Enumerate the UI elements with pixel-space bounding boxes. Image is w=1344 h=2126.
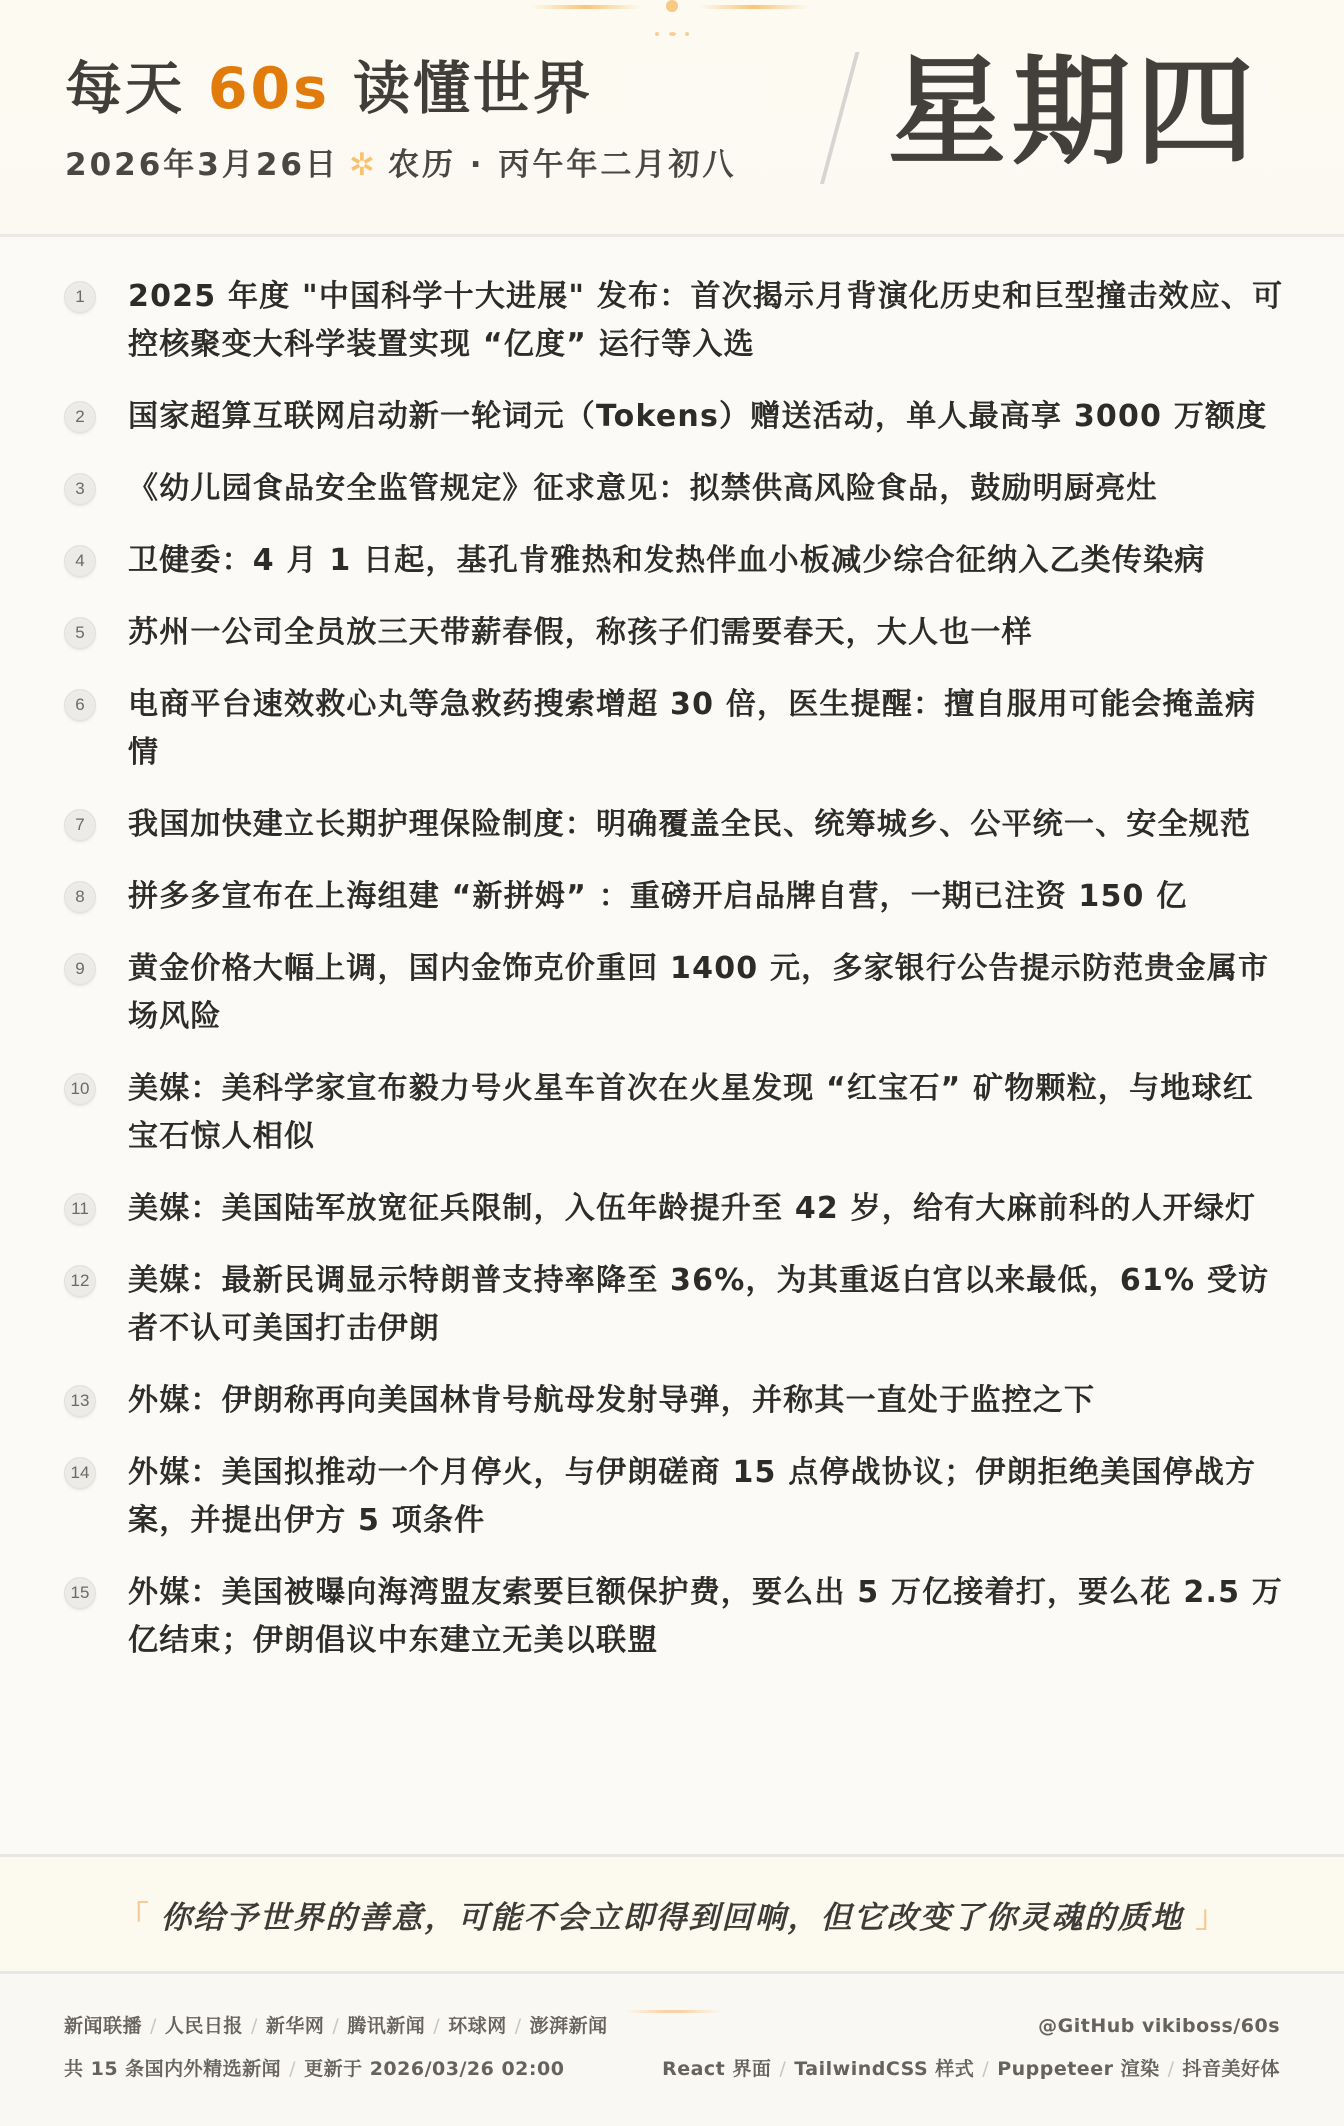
news-text: 我国加快建立长期护理保险制度：明确覆盖全民、统筹城乡、公平统一、安全规范 [128, 807, 1252, 842]
news-text: 苏州一公司全员放三天带薪春假，称孩子们需要春天，大人也一样 [128, 615, 1033, 650]
number-badge: 15 [64, 1577, 96, 1609]
number-badge: 7 [64, 809, 96, 841]
separator: / [250, 2015, 258, 2037]
source-item: 澎湃新闻 [529, 2015, 608, 2037]
news-item [64, 873, 1284, 921]
title-accent: 60s [207, 56, 331, 122]
number-badge: 8 [64, 881, 96, 913]
separator: / [1167, 2058, 1175, 2080]
news-text: 外媒：美国拟推动一个月停火，与伊朗磋商 15 点停战协议；伊朗拒绝美国停战方案，并提出伊方 5 项条件 [128, 1455, 1257, 1538]
header [0, 0, 1344, 237]
news-item [64, 1377, 1284, 1425]
news-item [64, 1449, 1284, 1545]
daily-quote [0, 1854, 1344, 1974]
tech-item: 抖音美好体 [1182, 2058, 1280, 2080]
news-count: 共 15 条国内外精选新闻 [64, 2058, 282, 2080]
news-item [64, 1257, 1284, 1353]
github-credit: @GitHub vikiboss/60s [1038, 2015, 1280, 2037]
star-icon: ✲ [349, 147, 378, 183]
separator: / [289, 2058, 297, 2080]
weekday: 星期四 [888, 43, 1261, 181]
update-time: 更新于 2026/03/26 02:00 [304, 2058, 565, 2080]
source-item: 腾讯新闻 [347, 2015, 426, 2037]
title-suffix: 读懂世界 [330, 56, 593, 122]
separator: / [433, 2015, 441, 2037]
number-badge: 4 [64, 545, 96, 577]
news-text: 黄金价格大幅上调，国内金饰克价重回 1400 元，多家银行公告提示防范贵金属市场风险 [128, 951, 1270, 1034]
quote-open-bracket-icon: 「 [118, 1900, 149, 1935]
news-item [64, 801, 1284, 849]
page-title [65, 54, 593, 124]
number-badge: 10 [64, 1073, 96, 1105]
news-item [64, 537, 1284, 585]
separator: / [982, 2058, 990, 2080]
number-badge: 2 [64, 401, 96, 433]
news-item [64, 465, 1284, 513]
news-item [64, 609, 1284, 657]
decorative-dots-icon [655, 32, 689, 36]
news-item [64, 1185, 1284, 1233]
separator: / [779, 2058, 787, 2080]
date-line [65, 143, 736, 187]
news-text: 国家超算互联网启动新一轮词元（Tokens）赠送活动，单人最高享 3000 万额度 [128, 399, 1268, 434]
news-text: 《幼儿园食品安全监管规定》征求意见：拟禁供高风险食品，鼓励明厨亮灶 [128, 471, 1158, 506]
number-badge: 14 [64, 1457, 96, 1489]
number-badge: 6 [64, 689, 96, 721]
gregorian-date: 2026年3月26日 [65, 147, 339, 183]
news-text: 拼多多宣布在上海组建 “新拼姆” ：重磅开启品牌自营，一期已注资 150 亿 [128, 879, 1188, 914]
tech-item: React 界面 [662, 2058, 772, 2080]
tech-item: TailwindCSS 样式 [794, 2058, 975, 2080]
source-item: 新华网 [265, 2015, 325, 2037]
news-text: 电商平台速效救心丸等急救药搜索增超 30 倍，医生提醒：擅自服用可能会掩盖病情 [128, 687, 1257, 770]
footer-decorative-line [625, 2010, 721, 2013]
news-item [64, 393, 1284, 441]
news-text: 卫健委：4 月 1 日起，基孔肯雅热和发热伴血小板减少综合征纳入乙类传染病 [128, 543, 1206, 578]
divider-slash [820, 52, 859, 184]
news-item [64, 945, 1284, 1041]
header-decoration [0, 0, 1344, 40]
number-badge: 9 [64, 953, 96, 985]
news-text: 美媒：美科学家宣布毅力号火星车首次在火星发现 “红宝石” 矿物颗粒，与地球红宝石惊人相似 [128, 1071, 1254, 1154]
footer [0, 1976, 1344, 2126]
separator: / [332, 2015, 340, 2037]
decorative-line-left [532, 5, 640, 9]
news-text: 美媒：美国陆军放宽征兵限制，入伍年龄提升至 42 岁，给有大麻前科的人开绿灯 [128, 1191, 1257, 1226]
separator: / [514, 2015, 522, 2037]
news-item [64, 273, 1284, 369]
tech-stack [662, 2055, 1280, 2083]
news-text: 外媒：美国被曝向海湾盟友索要巨额保护费，要么出 5 万亿接着打，要么花 2.5 万亿结束；伊朗倡议中东建立无美以联盟 [128, 1575, 1283, 1658]
number-badge: 1 [64, 281, 96, 313]
news-list [0, 240, 1344, 1854]
title-prefix: 每天 [65, 56, 208, 122]
news-text: 2025 年度 "中国科学十大进展" 发布：首次揭示月背演化历史和巨型撞击效应、可控核聚变大科学装置实现 “亿度” 运行等入选 [128, 279, 1284, 362]
news-item [64, 1065, 1284, 1161]
news-text: 美媒：最新民调显示特朗普支持率降至 36%，为其重返白宫以来最低，61% 受访者不认可美国打击伊朗 [128, 1263, 1270, 1346]
number-badge: 12 [64, 1265, 96, 1297]
quote-text: 你给予世界的善意，可能不会立即得到回响，但它改变了你灵魂的质地 [160, 1899, 1184, 1936]
number-badge: 13 [64, 1385, 96, 1417]
lunar-date: 农历 · 丙午年二月初八 [387, 147, 737, 183]
source-item: 人民日报 [164, 2015, 243, 2037]
number-badge: 3 [64, 473, 96, 505]
separator: / [150, 2015, 157, 2037]
news-item [64, 1569, 1284, 1665]
news-stats [64, 2055, 564, 2083]
quote-close-bracket-icon: 」 [1195, 1900, 1226, 1935]
decorative-line-right [700, 5, 808, 9]
decorative-dot-icon [666, 0, 678, 12]
number-badge: 5 [64, 617, 96, 649]
tech-item: Puppeteer 渲染 [997, 2058, 1160, 2080]
news-item [64, 681, 1284, 777]
number-badge: 11 [64, 1193, 96, 1225]
news-text: 外媒：伊朗称再向美国林肯号航母发射导弹，并称其一直处于监控之下 [128, 1383, 1096, 1418]
source-item: 新闻联播 [64, 2015, 143, 2037]
source-item: 环球网 [448, 2015, 507, 2037]
news-sources [64, 2012, 608, 2040]
